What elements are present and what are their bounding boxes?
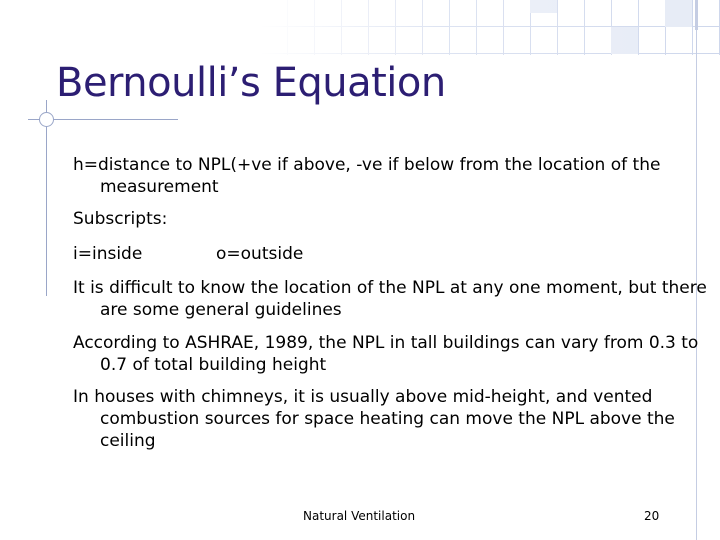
paragraph-subscripts-heading: Subscripts: (73, 209, 168, 229)
right-border-cap (695, 0, 698, 30)
slide-body (73, 154, 707, 454)
right-border-line (696, 0, 697, 540)
paragraph-ashrae: According to ASHRAE, 1989, the NPL in tall buildings can vary from 0.3 to 0.7 of total building height (73, 333, 699, 375)
footer-title: Natural Ventilation (303, 509, 416, 523)
subscript-outside: o=outside (216, 244, 304, 264)
header-grid-fade (260, 0, 720, 55)
slide-title: Bernoulli’s Equation (56, 60, 446, 106)
subscripts-row (73, 243, 710, 265)
paragraph-npl-location: It is difficult to know the location of the NPL at any one moment, but there are some general guidelines (73, 278, 707, 320)
paragraph-chimneys: In houses with chimneys, it is usually above mid-height, and vented combustion sources for space heating can move the NPL above the ceiling (73, 387, 675, 451)
page-number: 20 (644, 509, 660, 523)
paragraph-npl-distance: h=distance to NPL(+ve if above, -ve if below from the location of the measurement (73, 155, 661, 197)
left-vertical-line (46, 100, 47, 296)
crosshair-circle-icon (39, 112, 54, 127)
subscript-inside: i=inside (73, 244, 143, 264)
